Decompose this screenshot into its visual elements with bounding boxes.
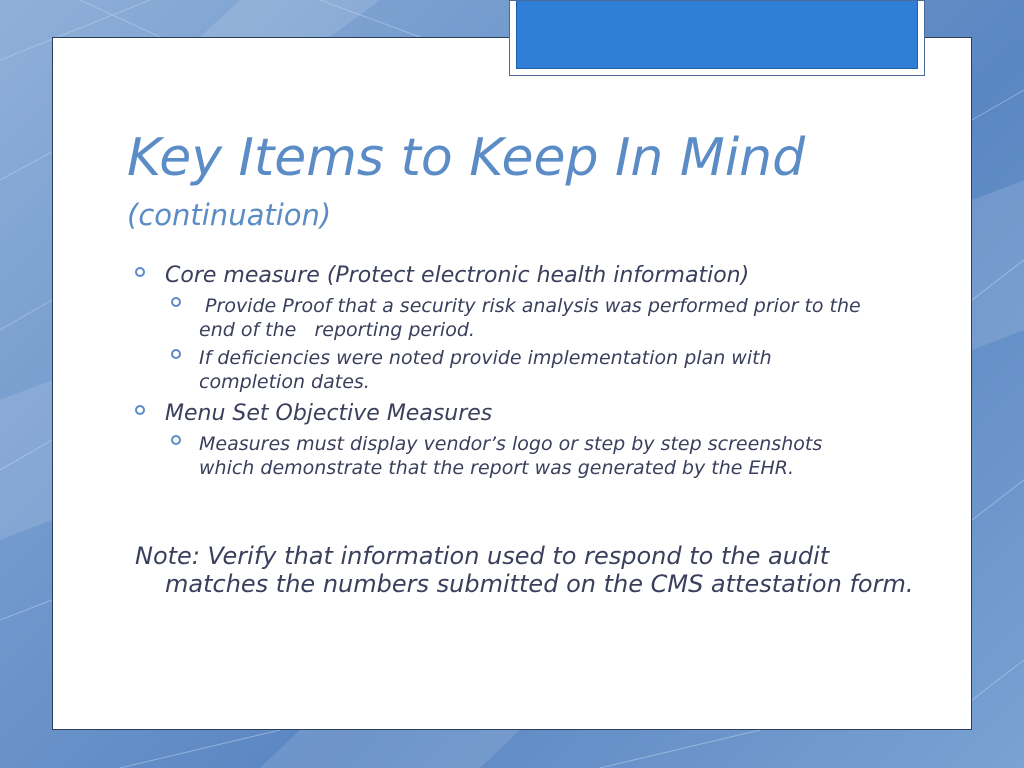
header-accent-frame — [509, 0, 925, 76]
note-text: Note: Verify that information used to respond to the audit matches the numbers submitted on the CMS attestation form. — [135, 542, 914, 598]
sub-bullet-vendor-logo: Measures must display vendor’s logo or step by step screenshots which demonstrate that the report was generated by the EHR. — [199, 433, 823, 479]
sub-bullet-marker-icon — [171, 297, 181, 307]
bullet-marker-icon — [135, 405, 145, 415]
sub-bullet-deficiencies: If deficiencies were noted provide implementation plan with completion dates. — [199, 347, 772, 393]
slide-subtitle: (continuation) — [127, 198, 332, 232]
sub-bullet-marker-icon — [171, 349, 181, 359]
bullet-menu-set: Menu Set Objective Measures — [165, 401, 493, 426]
bullet-marker-icon — [135, 267, 145, 277]
bullet-core-measure: Core measure (Protect electronic health information) — [165, 263, 750, 288]
sub-bullet-marker-icon — [171, 435, 181, 445]
header-accent-block — [516, 1, 918, 69]
sub-bullet-risk-analysis: Provide Proof that a security risk analysis was performed prior to the end of the reporting period. — [199, 295, 867, 341]
slide-title: Key Items to Keep In Mind — [127, 128, 806, 188]
